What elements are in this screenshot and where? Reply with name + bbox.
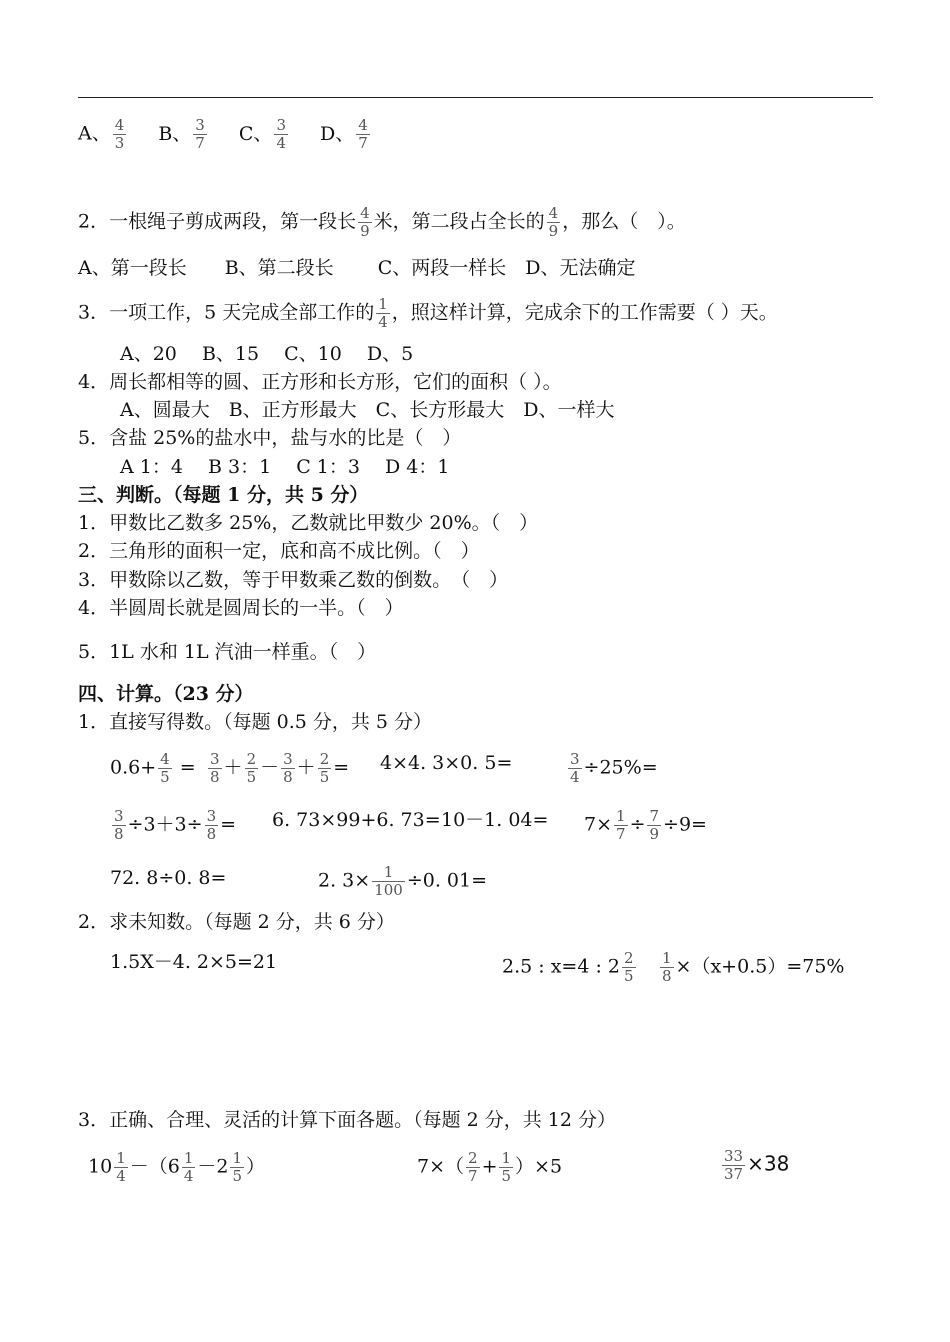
fraction: $\frac{2}{5}$	[319, 750, 330, 786]
fraction: $\frac{33}{37}$	[724, 1147, 744, 1183]
judge-item-1: 1．甲数比乙数多 25%，乙数就比甲数少 20%。（ ）	[78, 512, 539, 534]
question-2-options: A、第一段长 B、第二段长 C、两段一样长 D、无法确定	[78, 257, 636, 279]
equation-1: 1.5X－4. 2×5=21	[110, 951, 278, 973]
question-3-options: A、20 B、15 C、10 D、5	[120, 343, 414, 365]
fraction: $\frac{3}{8}$	[114, 807, 124, 843]
fraction: $\frac{1}{4}$	[183, 1149, 194, 1185]
fraction: $\frac{2}{5}$	[624, 949, 634, 985]
calc-2-3: 10－1. 04=	[441, 809, 549, 831]
fraction: $\frac{2}{7}$	[468, 1149, 478, 1185]
judge-item-2: 2．三角形的面积一定，底和高不成比例。（ ）	[78, 540, 480, 562]
fraction: $\frac{3}{4}$	[276, 116, 286, 152]
equation-2: 2.5 : x=4 : 2 $\frac{2}{5}$	[502, 949, 634, 985]
fraction: $\frac{1}{100}$	[374, 863, 403, 899]
judge-item-4: 4．半圆周长就是圆周长的一半。（ ）	[78, 597, 404, 619]
fraction: $\frac{4}{9}$	[548, 204, 559, 240]
fraction: $\frac{1}{5}$	[501, 1149, 512, 1185]
question-5: 5．含盐 25%的盐水中，盐与水的比是（ ）	[78, 427, 462, 449]
fraction: $\frac{7}{9}$	[649, 807, 660, 843]
option-c-label: C、	[238, 122, 273, 145]
fraction: $\frac{3}{8}$	[206, 807, 217, 843]
judge-item-5: 5．1L 水和 1L 汽油一样重。（ ）	[78, 641, 377, 663]
calc-2-2: 6. 73×99+6. 73=	[272, 809, 441, 831]
equation-3: $\frac{1}{8}$ ×（x+0.5）=75%	[662, 949, 845, 985]
fraction: $\frac{1}{4}$	[378, 295, 388, 331]
question-3: 3．一项工作，5 天完成全部工作的 $\frac{1}{4}$ ，照这样计算，完成余下的工作需要（ ）天。	[78, 295, 778, 331]
calc-2-1: $\frac{3}{8}$ ÷3＋3÷ $\frac{3}{8}$ =	[114, 807, 237, 843]
compute-2: 7×（ $\frac{2}{7}$ + $\frac{1}{5}$ ）×5	[417, 1149, 563, 1185]
subsection-3-title: 3．正确、合理、灵活的计算下面各题。（每题 2 分，共 12 分）	[78, 1109, 617, 1131]
compute-1: 10 $\frac{1}{4}$ －（6 $\frac{1}{4}$ －2 $\frac{1}{5}$ ）	[88, 1149, 266, 1185]
fraction: $\frac{1}{4}$	[116, 1149, 126, 1185]
header-rule	[78, 97, 873, 98]
fraction: $\frac{4}{7}$	[358, 116, 368, 152]
fraction: $\frac{3}{4}$	[570, 750, 580, 786]
calc-1-2: $\frac{3}{8}$ ＋ $\frac{2}{5}$ － $\frac{3}{8}$ ＋ $\frac{2}{5}$ =	[210, 750, 350, 786]
option-a-label: A、	[78, 122, 111, 145]
section-3-title: 三、判断。（每题 1 分，共 5 分）	[78, 484, 369, 506]
fraction: $\frac{1}{7}$	[616, 807, 626, 843]
calc-1-3: 4×4. 3×0. 5=	[380, 752, 513, 774]
question-4-options: A、圆最大 B、正方形最大 C、长方形最大 D、一样大	[120, 399, 615, 421]
option-b-label: B、	[158, 122, 192, 145]
judge-item-3: 3．甲数除以乙数，等于甲数乘乙数的倒数。 （ ）	[78, 569, 509, 591]
q1-options	[78, 117, 372, 152]
section-4-title: 四、计算。（23 分）	[78, 683, 254, 705]
fraction: $\frac{4}{9}$	[360, 204, 370, 240]
fraction: $\frac{4}{5}$	[160, 750, 170, 786]
calc-3-2: 2. 3× $\frac{1}{100}$ ÷0. 01=	[318, 863, 488, 899]
fraction: $\frac{1}{8}$	[662, 949, 672, 985]
question-5-options: A 1：4 B 3：1 C 1：3 D 4：1	[120, 456, 450, 478]
fraction: $\frac{2}{5}$	[246, 750, 257, 786]
fraction: $\frac{1}{5}$	[232, 1149, 243, 1185]
calc-3-1: 72. 8÷0. 8=	[110, 867, 227, 889]
fraction: $\frac{3}{8}$	[283, 750, 293, 786]
question-4: 4．周长都相等的圆、正方形和长方形，它们的面积（ ）。	[78, 371, 562, 393]
fraction: $\frac{4}{3}$	[114, 116, 125, 152]
compute-3: $\frac{33}{37}$ ×38	[724, 1147, 790, 1183]
question-2: 2．一根绳子剪成两段，第一段长 $\frac{4}{9}$ 米，第二段占全长的 $\frac{4}{9}$ ，那么（ ）。	[78, 204, 686, 240]
fraction: $\frac{3}{7}$	[195, 116, 205, 152]
calc-2-4: 7× $\frac{1}{7}$ ÷ $\frac{7}{9}$ ÷9=	[584, 807, 707, 843]
calc-1-4: $\frac{3}{4}$ ÷25%=	[570, 750, 658, 786]
calc-1-1: 0.6+ $\frac{4}{5}$ =	[110, 750, 196, 786]
fraction: $\frac{3}{8}$	[210, 750, 220, 786]
subsection-1-title: 1．直接写得数。（每题 0.5 分，共 5 分）	[78, 711, 433, 733]
option-d-label: D、	[320, 122, 355, 145]
subsection-2-title: 2．求未知数。（每题 2 分，共 6 分）	[78, 911, 395, 933]
